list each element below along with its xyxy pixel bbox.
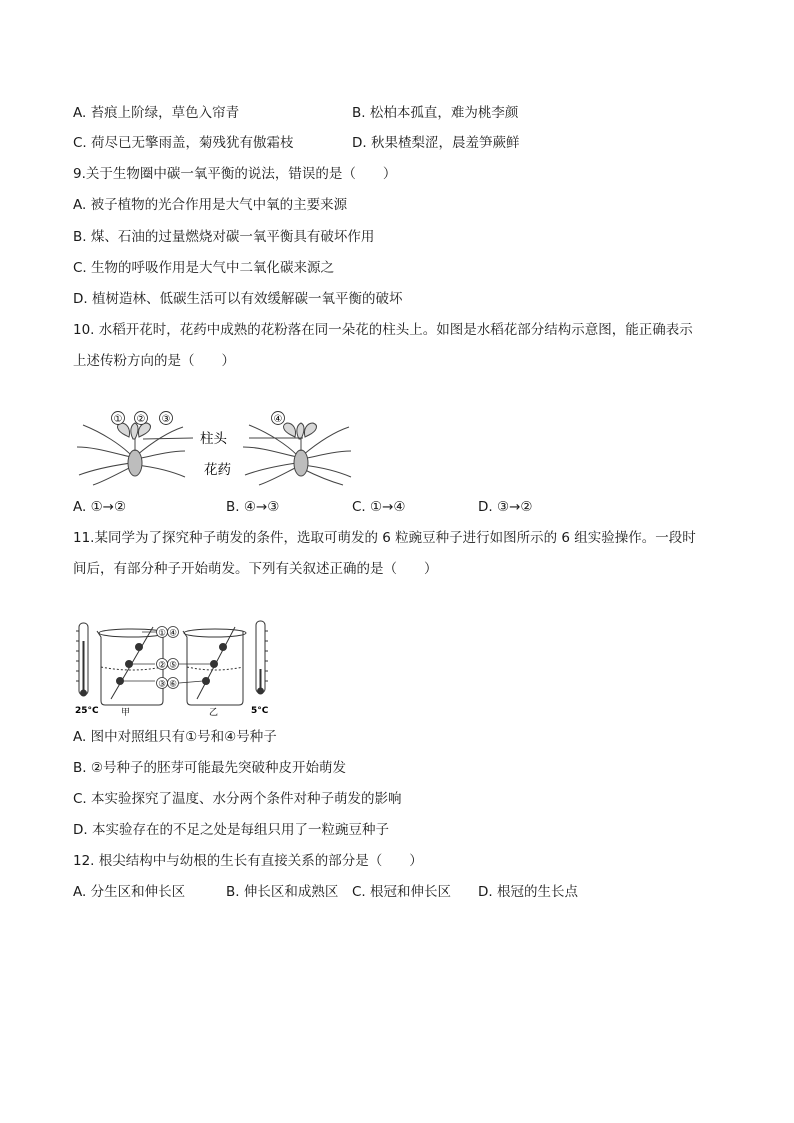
q10-option-b: B. ④→③ xyxy=(226,499,280,515)
anther-label: 花药 xyxy=(204,462,231,478)
seed-germination-figure xyxy=(73,617,273,721)
q11-option-d: D. 本实验存在的不足之处是每组只用了一粒豌豆种子 xyxy=(73,822,389,838)
seed-label-5: ⑤ xyxy=(169,660,177,671)
q11-option-c: C. 本实验探究了温度、水分两个条件对种子萌发的影响 xyxy=(73,791,402,807)
beaker-right xyxy=(183,627,246,705)
q10-option-a: A. ①→② xyxy=(73,499,127,515)
q9-stem: 9.关于生物圈中碳一氧平衡的说法，错误的是（ ） xyxy=(73,166,397,182)
q8-option-d: D. 秋果楂梨涩，晨羞笋蕨鲜 xyxy=(352,135,520,151)
q8-option-a: A. 苔痕上阶绿，草色入帘青 xyxy=(73,105,240,121)
flower-label-1: ① xyxy=(113,414,123,425)
beaker-left xyxy=(97,627,165,705)
q11-option-b: B. ②号种子的胚芽可能最先突破种皮开始萌发 xyxy=(73,760,346,776)
q8-option-b: B. 松柏本孤直，难为桃李颜 xyxy=(352,105,519,121)
q11-option-a: A. 图中对照组只有①号和④号种子 xyxy=(73,729,277,745)
q10-option-c: C. ①→④ xyxy=(352,499,406,515)
seed-label-6: ⑥ xyxy=(169,679,177,690)
q12-option-b: B. 伸长区和成熟区 xyxy=(226,884,339,900)
beaker-right-label: 乙 xyxy=(209,708,219,718)
q9-option-a: A. 被子植物的光合作用是大气中氧的主要来源 xyxy=(73,197,348,213)
seed-label-4: ④ xyxy=(169,628,177,639)
q10-stem-line2: 上述传粉方向的是（ ） xyxy=(73,353,235,369)
thermometer-right xyxy=(256,621,268,694)
q11-stem-line2: 间后，有部分种子开始萌发。下列有关叙述正确的是（ ） xyxy=(73,561,438,577)
q12-option-d: D. 根冠的生长点 xyxy=(478,884,578,900)
seed-label-2: ② xyxy=(158,660,166,671)
flower-label-4: ④ xyxy=(273,414,283,425)
q9-option-c: C. 生物的呼吸作用是大气中二氧化碳来源之 xyxy=(73,260,335,276)
q12-stem: 12. 根尖结构中与幼根的生长有直接关系的部分是（ ） xyxy=(73,853,423,869)
right-flower xyxy=(243,423,351,485)
q11-stem-line1: 11.某同学为了探究种子萌发的条件，选取可萌发的 6 粒豌豆种子进行如图所示的 6 组实验操作。一段时 xyxy=(73,530,696,546)
thermometer-left xyxy=(76,623,88,696)
q9-option-b: B. 煤、石油的过量燃烧对碳一氧平衡具有破坏作用 xyxy=(73,229,375,245)
seed-label-1: ① xyxy=(158,628,166,639)
beaker-left-label: 甲 xyxy=(121,708,131,718)
q12-option-c: C. 根冠和伸长区 xyxy=(352,884,452,900)
q9-option-d: D. 植树造林、低碳生活可以有效缓解碳一氧平衡的破坏 xyxy=(73,291,403,307)
rice-flower-figure xyxy=(73,405,383,487)
q12-option-a: A. 分生区和伸长区 xyxy=(73,884,186,900)
seed-label-3: ③ xyxy=(158,679,166,690)
temp-right-label: 5°C xyxy=(251,706,269,716)
temp-left-label: 25°C xyxy=(75,706,99,716)
q10-option-d: D. ③→② xyxy=(478,499,533,515)
q10-stem-line1: 10. 水稻开花时，花药中成熟的花粉落在同一朵花的柱头上。如图是水稻花部分结构示意图，能正确表示 xyxy=(73,322,693,338)
flower-label-3: ③ xyxy=(161,414,171,425)
flower-label-2: ② xyxy=(136,414,146,425)
left-flower xyxy=(77,423,185,485)
q8-option-c: C. 荷尽已无擎雨盖，菊残犹有傲霜枝 xyxy=(73,135,294,151)
stigma-label: 柱头 xyxy=(200,431,227,447)
